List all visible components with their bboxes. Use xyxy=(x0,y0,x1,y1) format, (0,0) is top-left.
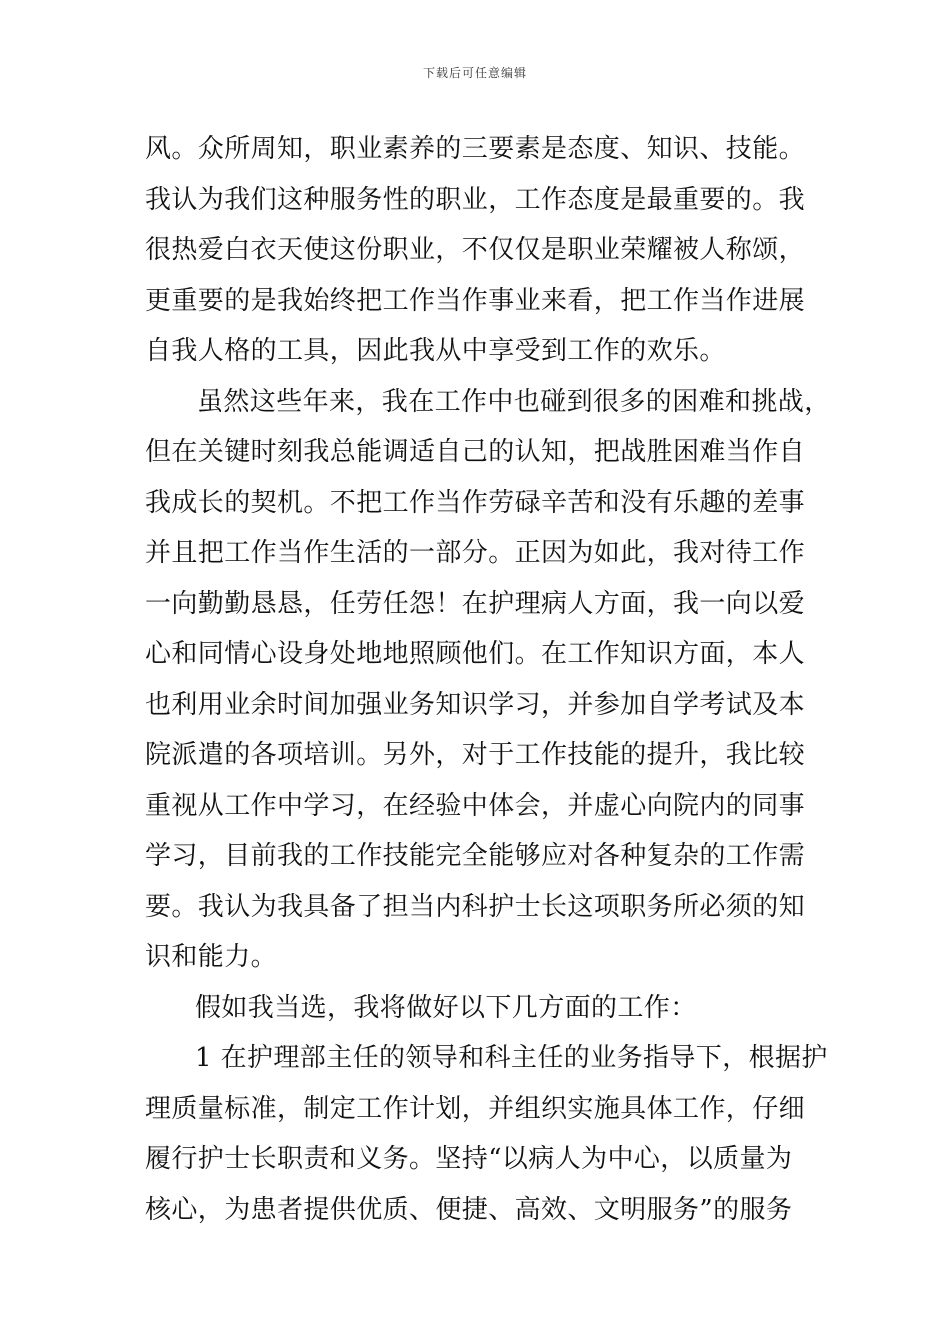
paragraph-first-line: 1 在护理部主任的领导和科主任的业务指导下，根据护 xyxy=(195,1043,828,1073)
text-line: 自我人格的工具，因此我从中享受到工作的欢乐。 xyxy=(145,336,726,366)
text-line: 更重要的是我始终把工作当作事业来看，把工作当作进展 xyxy=(145,285,806,316)
document-body xyxy=(145,124,835,1235)
text-line: 风。众所周知，职业素养的三要素是态度、知识、技能。 xyxy=(145,134,806,164)
text-line: 要。我认为我具备了担当内科护士长这项职务所必须的知 xyxy=(145,891,806,922)
text-line: 心和同情心设身处地地照顾他们。在工作知识方面，本人 xyxy=(145,639,806,669)
text-line: 院派遣的各项培训。另外，对于工作技能的提升，我比较 xyxy=(145,740,806,770)
text-line: 我认为我们这种服务性的职业，工作态度是最重要的。我 xyxy=(145,184,806,215)
text-line: 一向勤勤恳恳，任劳任怨！在护理病人方面，我一向以爱 xyxy=(145,588,806,619)
text-line: 但在关键时刻我总能调适自己的认知，把战胜困难当作自 xyxy=(145,437,806,467)
text-line: 并且把工作当作生活的一部分。正因为如此，我对待工作 xyxy=(145,538,806,568)
text-line: 我成长的契机。不把工作当作劳碌辛苦和没有乐趣的差事 xyxy=(145,487,806,518)
text-line: 核心，为患者提供优质、便捷、高效、文明服务”的服务 xyxy=(145,1194,793,1225)
text-line: 理质量标准，制定工作计划，并组织实施具体工作，仔细 xyxy=(145,1093,806,1124)
paragraph-first-line: 虽然这些年来，我在工作中也碰到很多的困难和挑战， xyxy=(197,386,831,417)
page-header: 下载后可任意编辑 xyxy=(422,66,527,80)
text-line: 履行护士长职责和义务。坚持“以病人为中心，以质量为 xyxy=(145,1144,793,1174)
paragraph-first-line: 假如我当选，我将做好以下几方面的工作： xyxy=(195,992,697,1023)
text-line: 识和能力。 xyxy=(145,942,278,972)
text-line: 重视从工作中学习，在经验中体会，并虚心向院内的同事 xyxy=(145,790,806,821)
text-line: 很热爱白衣天使这份职业，不仅仅是职业荣耀被人称颂， xyxy=(145,235,806,265)
text-line: 也利用业余时间加强业务知识学习，并参加自学考试及本 xyxy=(145,689,806,720)
text-line: 学习，目前我的工作技能完全能够应对各种复杂的工作需 xyxy=(145,841,806,871)
